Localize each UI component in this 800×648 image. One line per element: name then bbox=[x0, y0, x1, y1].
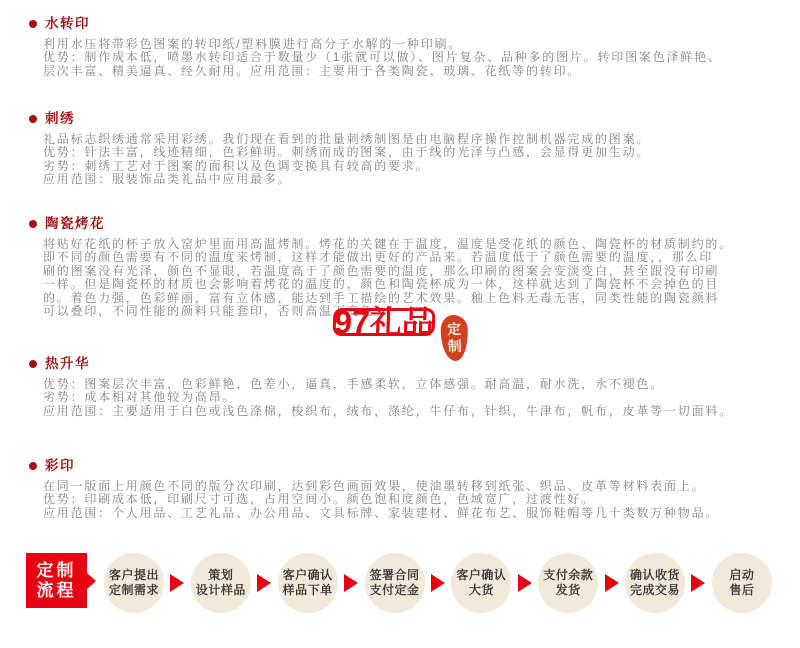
step-text: 支付定金 bbox=[369, 583, 420, 597]
section-header bbox=[0, 356, 800, 372]
brand-watermark-logo bbox=[333, 304, 436, 340]
flow-step-2 bbox=[191, 553, 251, 613]
flow-step-7 bbox=[625, 553, 685, 613]
arrow-right-icon bbox=[691, 574, 705, 592]
section-embroidery bbox=[0, 111, 800, 187]
section-title: 陶瓷烤花 bbox=[45, 216, 105, 231]
section-bullet-icon bbox=[29, 20, 37, 28]
flow-label-pointer-icon bbox=[87, 573, 96, 589]
section-title: 刺绣 bbox=[45, 111, 75, 126]
step-text: 启动 bbox=[729, 568, 755, 582]
step-text: 售后 bbox=[729, 583, 755, 597]
body-line: 优势：针法丰富，线迹精细，色彩鲜明。刺绣而成的图案，由于线的光泽与凸感，会显得更加生动。 bbox=[43, 145, 651, 160]
seal-char-bottom: 制 bbox=[447, 337, 463, 355]
body-line: 应用范围：主要适用于白色或浅色涤棉，梭织布，绒布，涤纶，牛仔布，针织，牛津布，帆布，皮革等一切面料。 bbox=[43, 403, 734, 418]
body-line: 在同一版面上用颜色不同的版分次印刷，达到彩色画面效果，使油墨转移到纸张、织品、皮革等材料表面上。 bbox=[43, 479, 706, 493]
body-line: 优势：印刷成本低，印刷尺寸可选，占用空间小。颜色饱和度颜色，色域宽广，过渡性好。 bbox=[43, 492, 596, 507]
body-line: 将贴好花纸的杯子放入窑炉里面用高温烤制。烤花的关键在于温度，温度是受花纸的颜色、陶瓷杯的材质制约的。 bbox=[43, 237, 734, 251]
arrow-right-icon bbox=[518, 574, 532, 592]
section-title: 水转印 bbox=[45, 16, 90, 31]
step-text: 支付余款 bbox=[543, 568, 594, 582]
step-text: 样品下单 bbox=[282, 583, 333, 597]
section-bullet-icon bbox=[29, 360, 37, 368]
section-body bbox=[0, 378, 800, 418]
section-water-transfer bbox=[0, 16, 800, 78]
section-header bbox=[0, 216, 800, 232]
flow-step-8 bbox=[712, 553, 772, 613]
arrow-right-icon bbox=[170, 574, 184, 592]
flow-step-5 bbox=[451, 553, 511, 613]
flow-step-4 bbox=[365, 553, 425, 613]
section-body bbox=[0, 38, 800, 78]
seal-char-top: 定 bbox=[446, 320, 462, 338]
body-line: 可以叠印，不同性能的颜料只能套印，否则高温下变色。 bbox=[43, 304, 389, 319]
brand-watermark-text: 97礼品 bbox=[333, 304, 435, 340]
section-title: 热升华 bbox=[45, 356, 90, 371]
section-bullet-icon bbox=[29, 462, 37, 470]
body-line: 礼品标志织绣通常采用彩绣。我们现在看到的批量刺绣制图是由电脑程序操作控制机器完成的图案。 bbox=[43, 132, 651, 146]
step-text: 签署合同 bbox=[369, 568, 420, 582]
process-flow-label-line2: 流程 bbox=[36, 580, 77, 600]
step-text: 发货 bbox=[555, 583, 581, 597]
body-line: 一样。但是陶瓷杯的材质也会影响着烤花的温度的，颜色和陶瓷杯成为一体，这样就达到了陶瓷杯不会掉色的目 bbox=[43, 277, 720, 292]
section-color-printing bbox=[0, 458, 800, 520]
step-text: 客户确认 bbox=[456, 568, 507, 582]
step-text: 完成交易 bbox=[630, 583, 681, 597]
body-line: 应用范围：个人用品、工艺礼品、办公用品、文具标牌、家装建材、鲜花布艺、服饰鞋帽等几十类数万种物品。 bbox=[43, 505, 720, 520]
process-flow-label bbox=[26, 553, 87, 608]
section-body bbox=[0, 133, 800, 187]
body-line: 应用范围：服装饰品类礼品中应用最多。 bbox=[43, 172, 292, 187]
body-line: 利用水压将带彩色图案的转印纸/塑料膜进行高分子水解的一种印刷。 bbox=[43, 37, 463, 51]
arrow-right-icon bbox=[605, 574, 619, 592]
step-text: 客户确认 bbox=[282, 568, 333, 582]
section-header bbox=[0, 458, 800, 474]
body-line: 即不同的颜色需要有不同的温度来烤制，这样才能做出更好的产品来。若温度低于了颜色需要的温度，，那么印 bbox=[43, 250, 714, 265]
step-text: 设计样品 bbox=[195, 583, 246, 597]
section-title: 彩印 bbox=[45, 458, 75, 473]
body-line: 刷的图案没有光泽，颜色不显眼，若温度高于了颜色需要的温度，那么印刷的图案会变淡变白，甚至跟没有印刷 bbox=[43, 263, 720, 278]
flow-step-3 bbox=[278, 553, 338, 613]
step-text: 定制需求 bbox=[108, 583, 159, 597]
body-line: 优势：制作成本低，喷墨水转印适合于数量少（1张就可以做）、图片复杂、品种多的图片。转印图案色泽鲜艳、 bbox=[43, 50, 722, 65]
arrow-right-icon bbox=[257, 574, 271, 592]
process-flow-label-line1: 定制 bbox=[36, 560, 77, 580]
body-line: 劣势：刺绣工艺对于图案的面积以及色调变换具有较高的要求。 bbox=[43, 158, 430, 173]
section-bullet-icon bbox=[29, 220, 37, 228]
section-thermal-sublimation bbox=[0, 356, 800, 418]
step-text: 大货 bbox=[468, 583, 494, 597]
section-header bbox=[0, 16, 800, 32]
section-header bbox=[0, 111, 800, 127]
flow-step-1 bbox=[104, 553, 164, 613]
step-text: 策划 bbox=[208, 568, 234, 582]
body-line: 的。着色力强，色彩鲜丽，富有立体感，能达到手工描绘的艺术效果。釉上色料无毒无害，同类性能的陶瓷颜料 bbox=[43, 290, 720, 305]
arrow-right-icon bbox=[344, 574, 358, 592]
body-line: 优势：图案层次丰富，色彩鲜艳，色差小，逼真，手感柔软，立体感强。耐高温，耐水洗，永不褪色。 bbox=[43, 377, 665, 391]
flow-step-6 bbox=[538, 553, 598, 613]
body-line: 层次丰富、精美逼真、经久耐用。应用范围：主要用于各类陶瓷、玻璃、花纸等的转印。 bbox=[43, 63, 582, 78]
section-body bbox=[0, 480, 800, 520]
seal-stamp-icon bbox=[440, 315, 469, 362]
section-bullet-icon bbox=[29, 115, 37, 123]
arrow-right-icon bbox=[431, 574, 445, 592]
step-text: 客户提出 bbox=[108, 568, 159, 582]
body-line: 劣势：成本相对其他较为高昂。 bbox=[43, 390, 237, 405]
step-text: 确认收货 bbox=[630, 568, 681, 582]
process-flow-steps bbox=[104, 553, 772, 613]
